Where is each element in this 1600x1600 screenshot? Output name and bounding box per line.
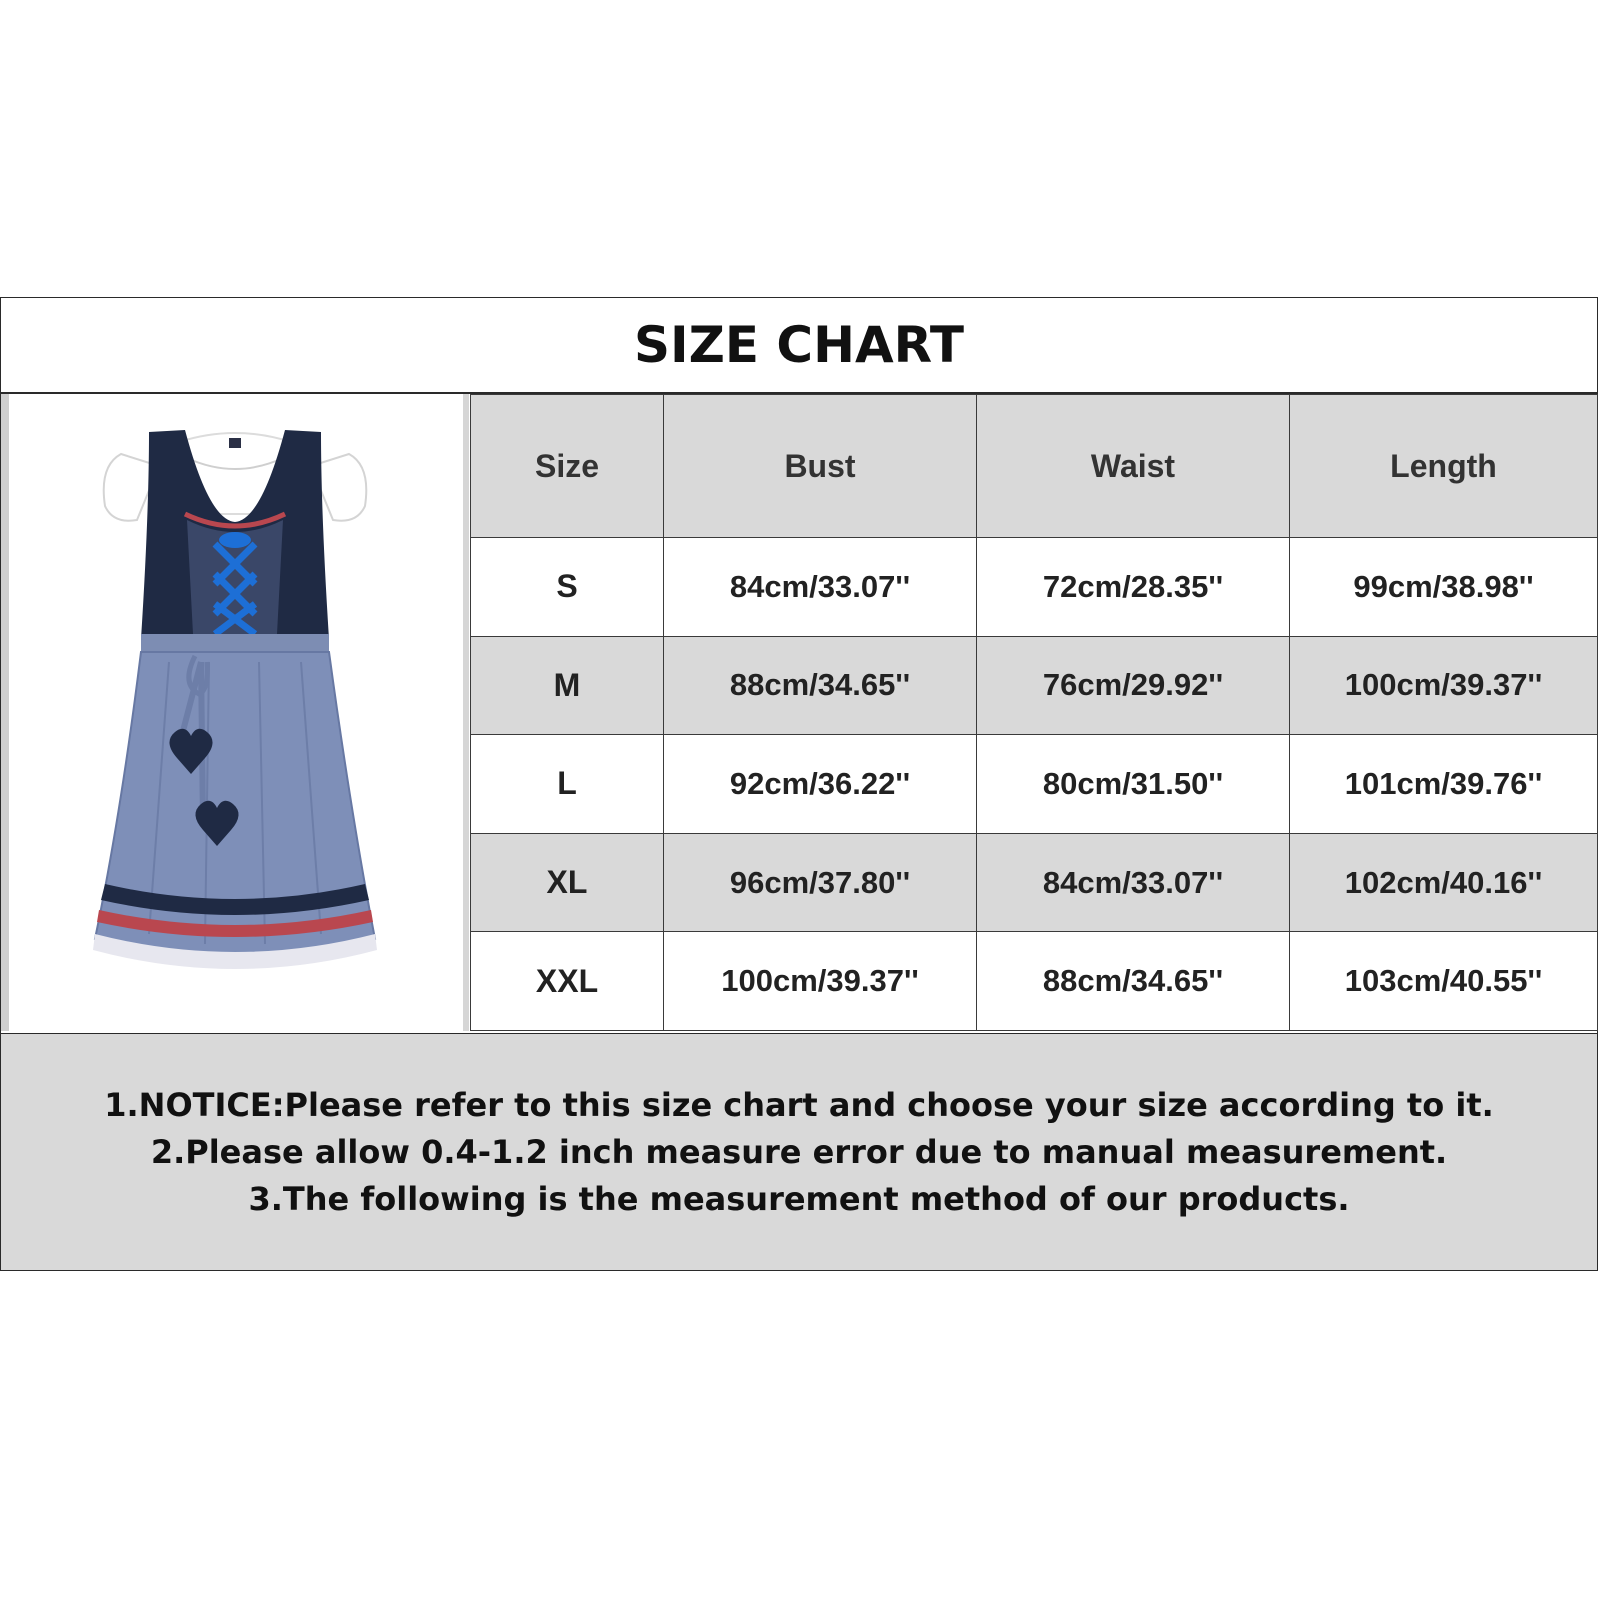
size-cell: XL bbox=[471, 833, 664, 932]
chart-title-text: SIZE CHART bbox=[633, 316, 965, 374]
table-row bbox=[471, 538, 1598, 637]
header-bust: Bust bbox=[664, 395, 977, 538]
size-cell: S bbox=[471, 538, 664, 637]
bust-cell: 92cm/36.22'' bbox=[664, 735, 977, 834]
size-chart bbox=[0, 297, 1598, 1271]
header-length: Length bbox=[1290, 395, 1598, 538]
chart-title bbox=[1, 298, 1597, 394]
header-waist: Waist bbox=[977, 395, 1290, 538]
length-cell: 102cm/40.16'' bbox=[1290, 833, 1598, 932]
length-cell: 101cm/39.76'' bbox=[1290, 735, 1598, 834]
size-cell: M bbox=[471, 636, 664, 735]
waist-cell: 84cm/33.07'' bbox=[977, 833, 1290, 932]
length-cell: 100cm/39.37'' bbox=[1290, 636, 1598, 735]
notice-panel bbox=[1, 1033, 1597, 1270]
table-row bbox=[471, 735, 1598, 834]
size-table bbox=[470, 394, 1598, 1031]
table-header-row bbox=[471, 395, 1598, 538]
waist-cell: 76cm/29.92'' bbox=[977, 636, 1290, 735]
size-cell: L bbox=[471, 735, 664, 834]
bust-cell: 88cm/34.65'' bbox=[664, 636, 977, 735]
size-cell: XXL bbox=[471, 932, 664, 1031]
waist-cell: 72cm/28.35'' bbox=[977, 538, 1290, 637]
header-size: Size bbox=[471, 395, 664, 538]
table-row bbox=[471, 833, 1598, 932]
table-row bbox=[471, 932, 1598, 1031]
bust-cell: 84cm/33.07'' bbox=[664, 538, 977, 637]
length-cell: 103cm/40.55'' bbox=[1290, 932, 1598, 1031]
length-cell: 99cm/38.98'' bbox=[1290, 538, 1598, 637]
dirndl-dress-icon bbox=[9, 394, 463, 1031]
notice-line: 1.NOTICE:Please refer to this size chart and choose your size according to it. bbox=[104, 1085, 1494, 1124]
notice-line: 2.Please allow 0.4-1.2 inch measure error due to manual measurement. bbox=[150, 1132, 1448, 1171]
waist-cell: 88cm/34.65'' bbox=[977, 932, 1290, 1031]
bust-cell: 100cm/39.37'' bbox=[664, 932, 977, 1031]
notice-line: 3.The following is the measurement method of our products. bbox=[248, 1179, 1350, 1218]
product-photo-panel bbox=[1, 394, 469, 1031]
table-row bbox=[471, 636, 1598, 735]
bust-cell: 96cm/37.80'' bbox=[664, 833, 977, 932]
waist-cell: 80cm/31.50'' bbox=[977, 735, 1290, 834]
